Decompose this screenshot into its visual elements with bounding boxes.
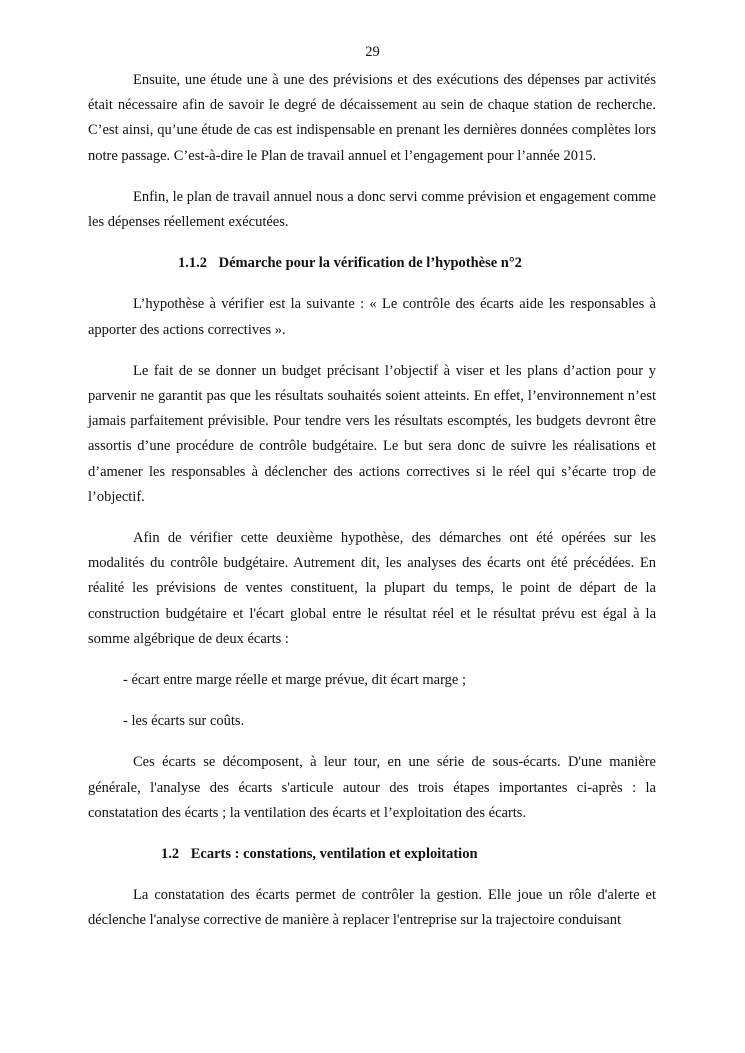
paragraph-plan-travail: Enfin, le plan de travail annuel nous a donc servi comme prévision et engagement comme les dépenses réellement exécutées. <box>88 188 656 231</box>
heading-number: 1.1.2 <box>178 255 207 272</box>
paragraph-sous-ecarts: Ces écarts se décomposent, à leur tour, en une série de sous-écarts. D'une manière générale, l'analyse des écarts s'articule autour des trois étapes importantes ci-après : la constatation des écarts ; la ventilation des écarts et l’exploitation des écarts. <box>88 754 656 821</box>
heading-1-1-2 <box>88 251 656 276</box>
document-body <box>88 68 656 934</box>
heading-number: 1.2 <box>161 846 180 863</box>
heading-1-2 <box>88 842 656 867</box>
paragraph-constatation: La constatation des écarts permet de contrôler la gestion. Elle joue un rôle d'alerte et déclenche l'analyse corrective de manière à replacer l'entreprise sur la trajectoire conduisant <box>88 887 656 929</box>
paragraph-etude-previsions: Ensuite, une étude une à une des prévisions et des exécutions des dépenses par activités était nécessaire afin de savoir le degré de décaissement au sein de chaque station de recherche. C’est ainsi, qu’une étude de cas est indispensable en prenant les dernières données complètes lors notre passage. C’est-à-dire le Plan de travail annuel et l’engagement pour l’année 2015. <box>88 72 656 164</box>
paragraph-hypothese: L’hypothèse à vérifier est la suivante : « Le contrôle des écarts aide les responsables à apporter des actions correctives ». <box>88 296 656 338</box>
heading-text: Ecarts : constations, ventilation et exploitation <box>190 846 478 863</box>
page-number: 29 <box>365 44 380 60</box>
bullet-ecarts-couts: - les écarts sur coûts. <box>123 713 245 730</box>
heading-text: Démarche pour la vérification de l’hypothèse n°2 <box>218 255 522 272</box>
paragraph-budget: Le fait de se donner un budget précisant l’objectif à viser et les plans d’action pour y parvenir ne garantit pas que les résultats souhaités soient atteints. En effet, l’environnement n’est jamais parfaitement prévisible. Pour tendre vers les résultats escomptés, les budgets devront être assortis d’une procédure de contrôle budgétaire. Le but sera donc de suivre les réalisations et d’amener les responsables à déclencher des actions correctives si le réel qui s’écarte trop de l’objectif. <box>88 362 656 505</box>
bullet-ecart-marge: - écart entre marge réelle et marge prévue, dit écart marge ; <box>123 672 466 689</box>
paragraph-demarches: Afin de vérifier cette deuxième hypothèse, des démarches ont été opérées sur les modalités du contrôle budgétaire. Autrement dit, les analyses des écarts ont été précédées. En réalité les prévisions de ventes constituent, la plupart du temps, le point de départ de la construction budgétaire et l'écart global entre le résultat réel et le résultat prévu est égal à la somme algébrique de deux écarts : <box>88 530 656 647</box>
